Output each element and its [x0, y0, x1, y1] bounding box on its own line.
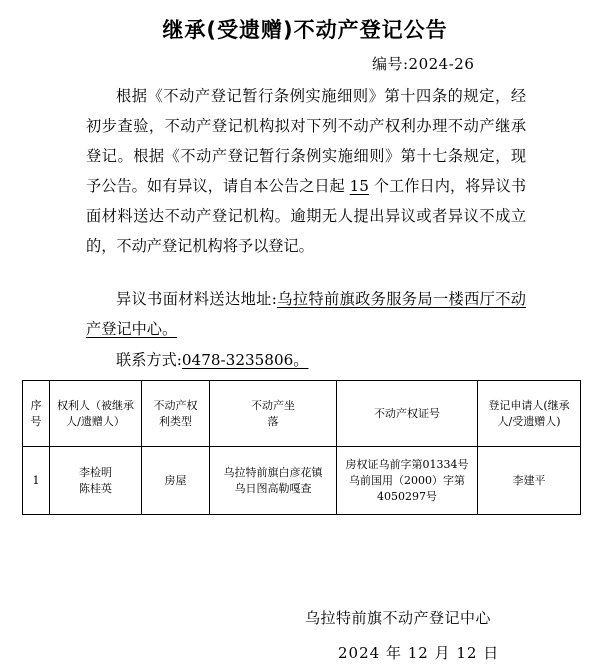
header-cert-number: 不动产权证号: [337, 381, 478, 447]
cert-number-1: 房权证乌前字第01334号: [345, 457, 469, 471]
table-row: [23, 447, 581, 515]
cell-seq: 1: [23, 447, 50, 515]
registration-table: [22, 380, 581, 515]
issuer-name: 乌拉特前旗不动产登记中心: [305, 609, 492, 627]
header-right-holder: 权利人（被继承人/遗赠人）: [50, 381, 142, 447]
table-header-row: [23, 381, 581, 447]
header-seq: 序号: [23, 381, 50, 447]
contact-phone: 0478-3235806。: [181, 351, 309, 369]
objection-address-paragraph: [86, 284, 526, 344]
holder-name-1: 李检明: [79, 465, 112, 479]
contact-paragraph: [86, 345, 526, 375]
cell-right-holder: [50, 447, 142, 515]
contact-label: 联系方式:: [116, 351, 182, 369]
cell-location: 乌拉特前旗白彦花镇乌日图高勒嘎查: [210, 447, 337, 515]
notice-text-part1: 根据《不动产登记暂行条例实施细则》第十四条的规定，经初步查验，不动产登记机构拟对下列不动产权利办理不动产继承登记。根据《不动产登记暂行条例实施细则》第十七条规定，现予公告。如有异议，请自本公告之日起: [86, 87, 526, 195]
holder-name-2: 陈桂英: [79, 481, 112, 495]
objection-address: 乌拉特前旗政务服务局一楼西厅不动产登记中心。: [86, 290, 526, 338]
notice-text-part2: 个工作日内，将异议书面材料送达不动产登记机构。逾期无人提出异议或者异议不成立的，不动产登记机构将予以登记。: [86, 177, 527, 255]
header-location: 不动产坐落: [210, 381, 337, 447]
objection-days: 15: [349, 177, 369, 195]
document-number: 编号:2024-26: [372, 55, 475, 73]
issue-date: 2024 年 12 月 12 日: [338, 644, 500, 662]
cell-applicant: 李建平: [478, 447, 581, 515]
cert-number-2: 乌前国用（2000）字第4050297号: [349, 473, 465, 503]
header-right-type: 不动产权利类型: [142, 381, 210, 447]
header-applicant: 登记申请人(继承人/受遗赠人): [478, 381, 581, 447]
objection-address-label: 异议书面材料送达地址:: [116, 290, 277, 308]
cell-right-type: 房屋: [142, 447, 210, 515]
notice-paragraph-main: [86, 81, 526, 261]
cell-cert-number: [337, 447, 478, 515]
notice-title: 继承(受遗赠)不动产登记公告: [162, 18, 448, 42]
